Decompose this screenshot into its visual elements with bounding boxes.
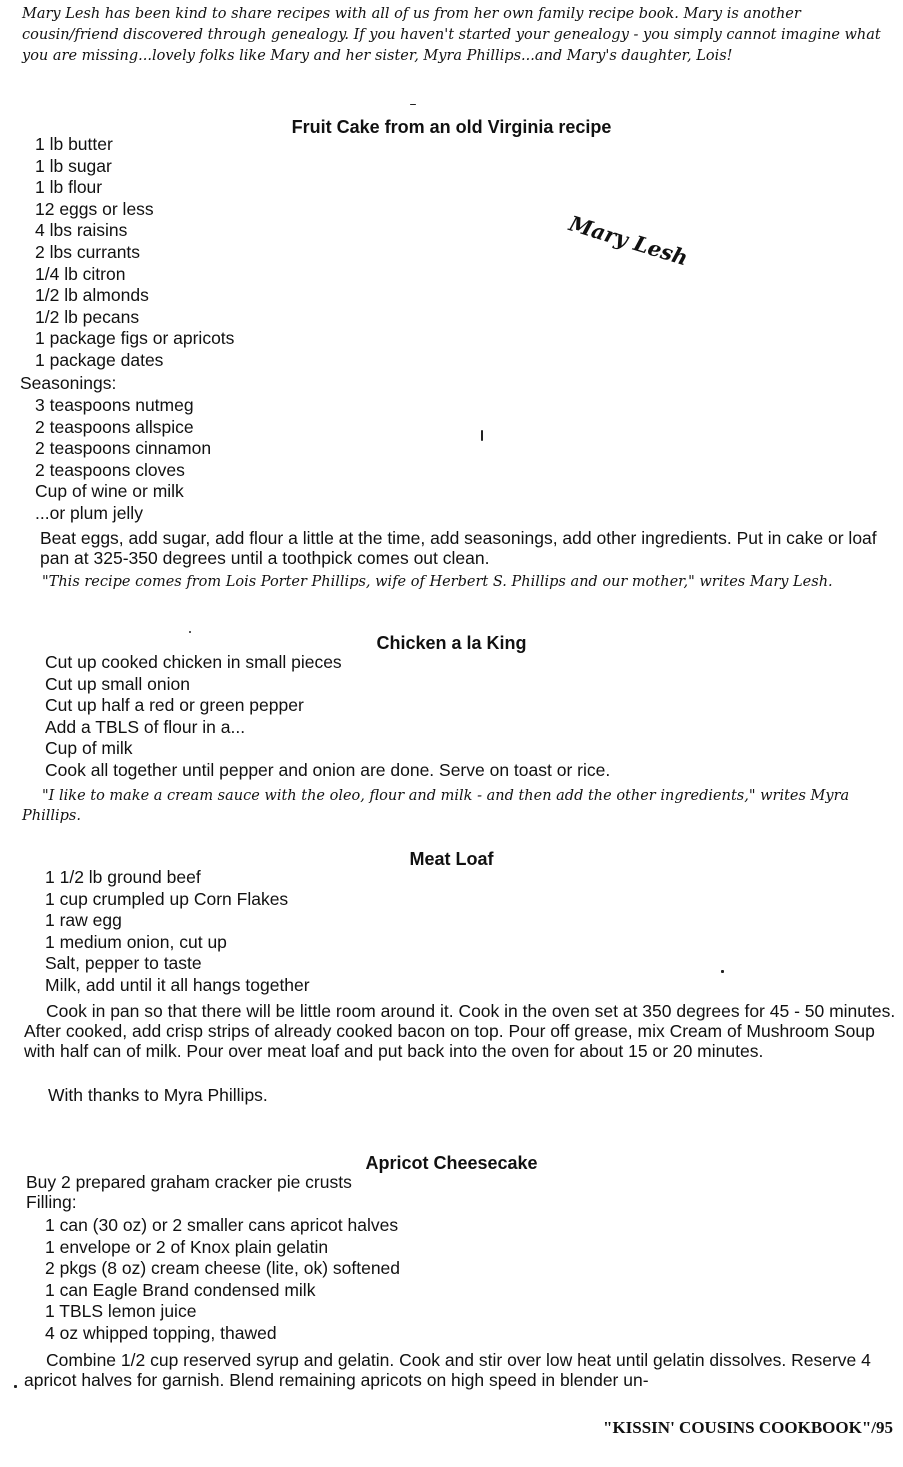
fruit-cake-title: Fruit Cake from an old Virginia recipe <box>291 117 612 137</box>
fruit-cake-seasonings <box>35 395 211 525</box>
seasonings-label: Seasonings: <box>20 373 117 393</box>
filling-label: Filling: <box>26 1192 77 1212</box>
fruit-cake-directions: Beat eggs, add sugar, add flour a little at the time, add seasonings, add other ingredients. Put in cake or loaf pan at 325-350 degrees until a toothpick comes out clean. <box>40 528 877 568</box>
ingredient-item: 1/2 lb almonds <box>35 285 149 306</box>
cheesecake-title: Apricot Cheesecake <box>365 1153 538 1173</box>
meat-loaf-title: Meat Loaf <box>409 849 494 869</box>
step-item: Add a TBLS of flour in a... <box>45 716 246 737</box>
meat-loaf-ingredients <box>45 867 310 997</box>
step-item: Cut up half a red or green pepper <box>45 695 304 716</box>
ingredient-item: 1 1/2 lb ground beef <box>45 867 201 887</box>
filling-item: 1 can Eagle Brand condensed milk <box>45 1279 316 1300</box>
scan-speck <box>721 970 724 973</box>
seasoning-item: 3 teaspoons nutmeg <box>35 395 194 415</box>
ingredient-item: 1 package dates <box>35 349 164 370</box>
filling-item: 4 oz whipped topping, thawed <box>45 1322 277 1343</box>
step-item: Cut up small onion <box>45 673 190 694</box>
chicken-steps <box>45 652 610 782</box>
meat-loaf-thanks: With thanks to Myra Phillips. <box>48 1085 268 1105</box>
chicken-title: Chicken a la King <box>376 633 527 653</box>
ingredient-item: 12 eggs or less <box>35 198 154 219</box>
ingredient-item: Milk, add until it all hangs together <box>45 974 310 995</box>
meat-loaf-directions: Cook in pan so that there will be little room around it. Cook in the oven set at 350 degrees for 45 - 50 minutes. After cooked, add crisp strips of already cooked bacon on top. Pour off grease, mix Cream of Mushroom Soup with half can of milk. Pour over meat loaf and put back into the oven for about 15 or 20 minutes. <box>24 1001 896 1061</box>
cheesecake-directions: Combine 1/2 cup reserved syrup and gelatin. Cook and stir over low heat until gelatin dissolves. Reserve 4 apricot halves for garnish. Blend remaining apricots on high speed in blender un- <box>24 1350 871 1390</box>
ingredient-item: 1 lb sugar <box>35 155 112 176</box>
fruit-cake-ingredients <box>35 134 234 372</box>
scan-speck <box>410 104 416 105</box>
ingredient-item: 1 cup crumpled up Corn Flakes <box>45 888 289 909</box>
ingredient-item: 1/4 lb citron <box>35 263 126 284</box>
step-item: Cup of milk <box>45 738 133 759</box>
cheesecake-crust: Buy 2 prepared graham cracker pie crusts <box>26 1172 352 1192</box>
ingredient-item: 2 lbs currants <box>35 241 141 262</box>
page-footer: "KISSIN' COUSINS COOKBOOK"/95 <box>603 1418 893 1437</box>
ingredient-item: 1 lb butter <box>35 134 113 154</box>
ingredient-item: 1 lb flour <box>35 177 103 198</box>
ingredient-item: Salt, pepper to taste <box>45 953 202 974</box>
mary-lesh-signature: Mary Lesh <box>566 210 691 271</box>
cheesecake-filling <box>45 1215 400 1345</box>
step-item: Cook all together until pepper and onion are done. Serve on toast or rice. <box>45 759 611 780</box>
fruit-cake-quote: "This recipe comes from Lois Porter Phillips, wife of Herbert S. Phillips and our mother," writes Mary Lesh. <box>42 574 833 590</box>
seasoning-item: 2 teaspoons allspice <box>35 416 194 437</box>
seasoning-item: Cup of wine or milk <box>35 481 184 502</box>
ingredient-item: 1 raw egg <box>45 910 122 931</box>
ingredient-item: 1 package figs or apricots <box>35 328 235 349</box>
chicken-quote: "I like to make a cream sauce with the oleo, flour and milk - and then add the other ingredients," writes Myra Phillips. <box>22 788 850 824</box>
scan-speck <box>189 631 191 633</box>
scan-speck <box>481 430 483 441</box>
ingredient-item: 4 lbs raisins <box>35 220 128 241</box>
filling-item: 2 pkgs (8 oz) cream cheese (lite, ok) softened <box>45 1258 401 1279</box>
seasoning-item: 2 teaspoons cinnamon <box>35 438 212 459</box>
filling-item: 1 TBLS lemon juice <box>45 1301 197 1322</box>
filling-item: 1 can (30 oz) or 2 smaller cans apricot halves <box>45 1215 399 1235</box>
seasoning-item: 2 teaspoons cloves <box>35 459 185 480</box>
intro-paragraph: Mary Lesh has been kind to share recipes with all of us from her own family recipe book. Mary is another cousin/friend discovered through genealogy. If you haven't started your genealogy - you simply cannot imagine what you are missing...lovely folks like Mary and her sister, Myra Phillips...and Mary's daughter, Lois! <box>22 6 881 64</box>
seasoning-item: ...or plum jelly <box>35 502 143 523</box>
scan-speck <box>14 1385 17 1388</box>
step-item: Cut up cooked chicken in small pieces <box>45 652 342 672</box>
ingredient-item: 1/2 lb pecans <box>35 306 140 327</box>
ingredient-item: 1 medium onion, cut up <box>45 931 227 952</box>
filling-item: 1 envelope or 2 of Knox plain gelatin <box>45 1236 329 1257</box>
